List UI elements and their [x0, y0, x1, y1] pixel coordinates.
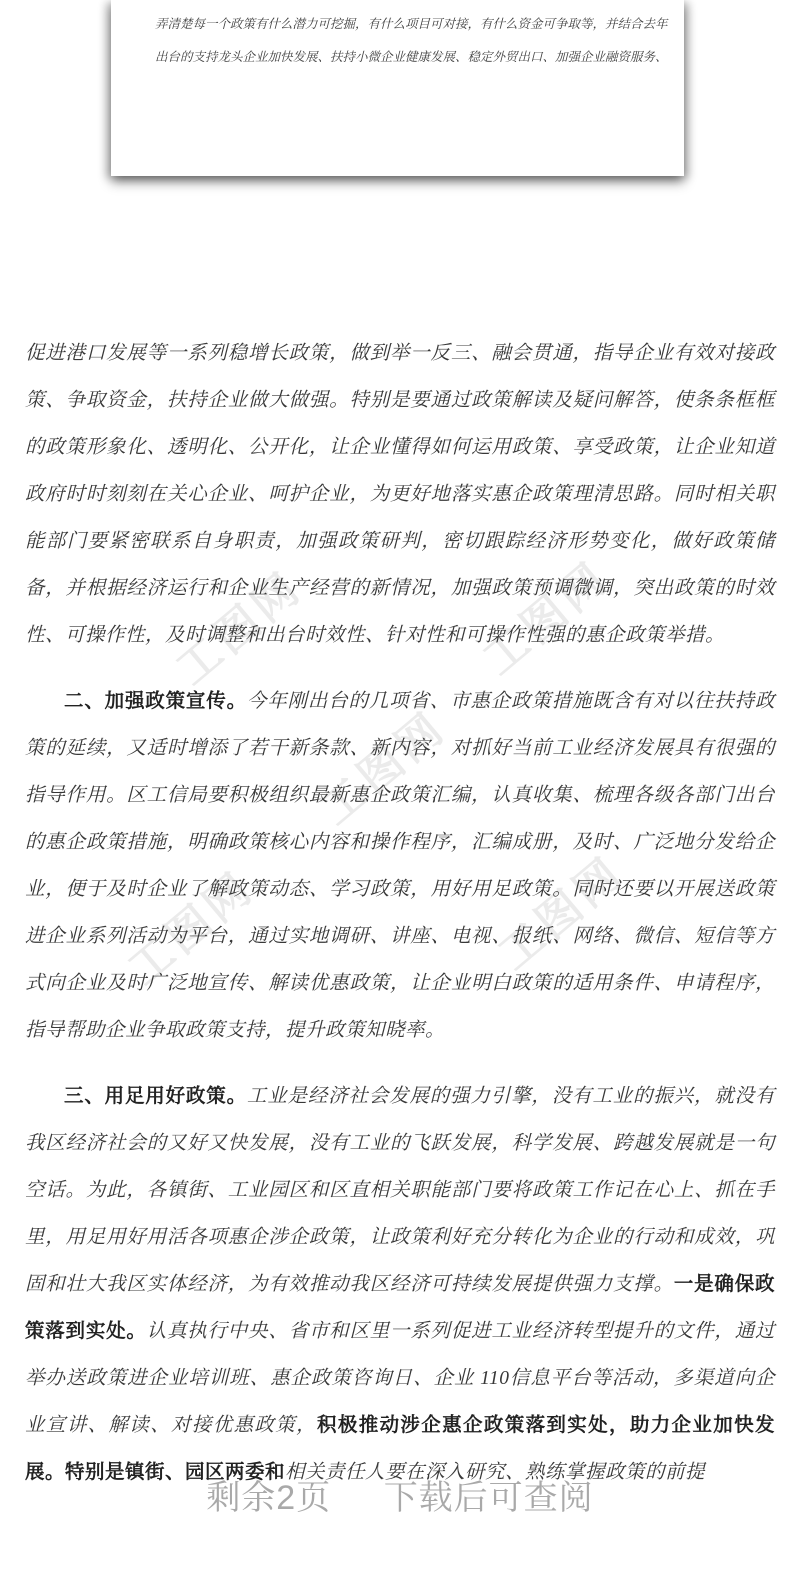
site-watermark: 工图网: [311, 702, 456, 835]
site-watermark: 工图网: [489, 847, 634, 980]
site-watermark: 工图网: [167, 562, 312, 695]
site-watermark: 工图网: [474, 552, 619, 685]
text-run: 相关责任人要在深入研究、熟练掌握政策的前提: [285, 1462, 706, 1483]
pages-remaining-notice: [0, 1470, 800, 1519]
site-watermark: 工图网: [119, 862, 264, 995]
bold-text-run: 二、加强政策宣传。: [64, 691, 247, 712]
thumbnail-text-line: 弄清楚每一个政策有什么潜力可挖掘，有什么项目可对接，有什么资金可争取等，并结合去年: [155, 17, 668, 31]
thumbnail-text-line: 出台的支持龙头企业加快发展、扶持小微企业健康发展、稳定外贸出口、加强企业融资服务、: [155, 50, 668, 64]
bold-text-run: 三、用足用好政策。: [64, 1086, 247, 1107]
bold-text-run: 一是确保政策落到实处。: [25, 1274, 775, 1342]
download-hint-label: 下载后可查阅: [383, 1479, 594, 1517]
text-run: 认真执行中央、省市和区里一系列促进工业经济转型提升的文件，通过举办送政策进企业培训班、惠企政策咨询日、企业 110信息平台等活动，多渠道向企业宣讲、解读、对接优惠政策，: [25, 1321, 775, 1436]
paragraph: [25, 330, 775, 659]
text-run: 今年刚出台的几项省、市惠企政策措施既含有对以往扶持政策的延续，又适时增添了若干新条款、新内容，对抓好当前工业经济发展具有很强的指导作用。区工信局要积极组织最新惠企政策汇编，认真收集、梳理各级各部门出台的惠企政策措施，明确政策核心内容和操作程序，汇编成册，及时、广泛地分发给企业，便于及时企业了解政策动态、学习政策，用好用足政策。同时还要以开展送政策进企业系列活动为平台，通过实地调研、讲座、电视、报纸、网络、微信、短信等方式向企业及时广泛地宣传、解读优惠政策，让企业明白政策的适用条件、申请程序，指导帮助企业争取政策支持，提升政策知晓率。: [25, 691, 775, 1041]
paragraph: [25, 1073, 775, 1496]
text-run: 工业是经济社会发展的强力引擎，没有工业的振兴，就没有我区经济社会的又好又快发展，没有工业的飞跃发展，科学发展、跨越发展就是一句空话。为此，各镇街、工业园区和区直相关职能部门要将政策工作记在心上、抓在手里，用足用好用活各项惠企涉企政策，让政策利好充分转化为企业的行动和成效，巩固和壮大我区实体经济，为有效推动我区经济可持续发展提供强力支撑。: [25, 1086, 775, 1295]
bold-text-run: 积极推动涉企惠企政策落到实处，助力企业加快发展。特别是镇街、园区两委和: [25, 1415, 775, 1483]
text-run: 促进港口发展等一系列稳增长政策，做到举一反三、融会贯通，指导企业有效对接政策、争取资金，扶持企业做大做强。特别是要通过政策解读及疑问解答，使条条框框的政策形象化、透明化、公开化，让企业懂得如何运用政策、享受政策，让企业知道政府时时刻刻在关心企业、呵护企业，为更好地落实惠企政策理清思路。同时相关职能部门要紧密联系自身职责，加强政策研判，密切跟踪经济形势变化，做好政策储备，并根据经济运行和企业生产经营的新情况，加强政策预调微调，突出政策的时效性、可操作性，及时调整和出台时效性、针对性和可操作性强的惠企政策举措。: [25, 343, 775, 646]
paragraph: [25, 678, 775, 1054]
remaining-pages-label: 剩余2页: [206, 1479, 332, 1517]
prev-page-thumbnail: [111, 0, 684, 176]
document-body: [25, 330, 775, 1496]
